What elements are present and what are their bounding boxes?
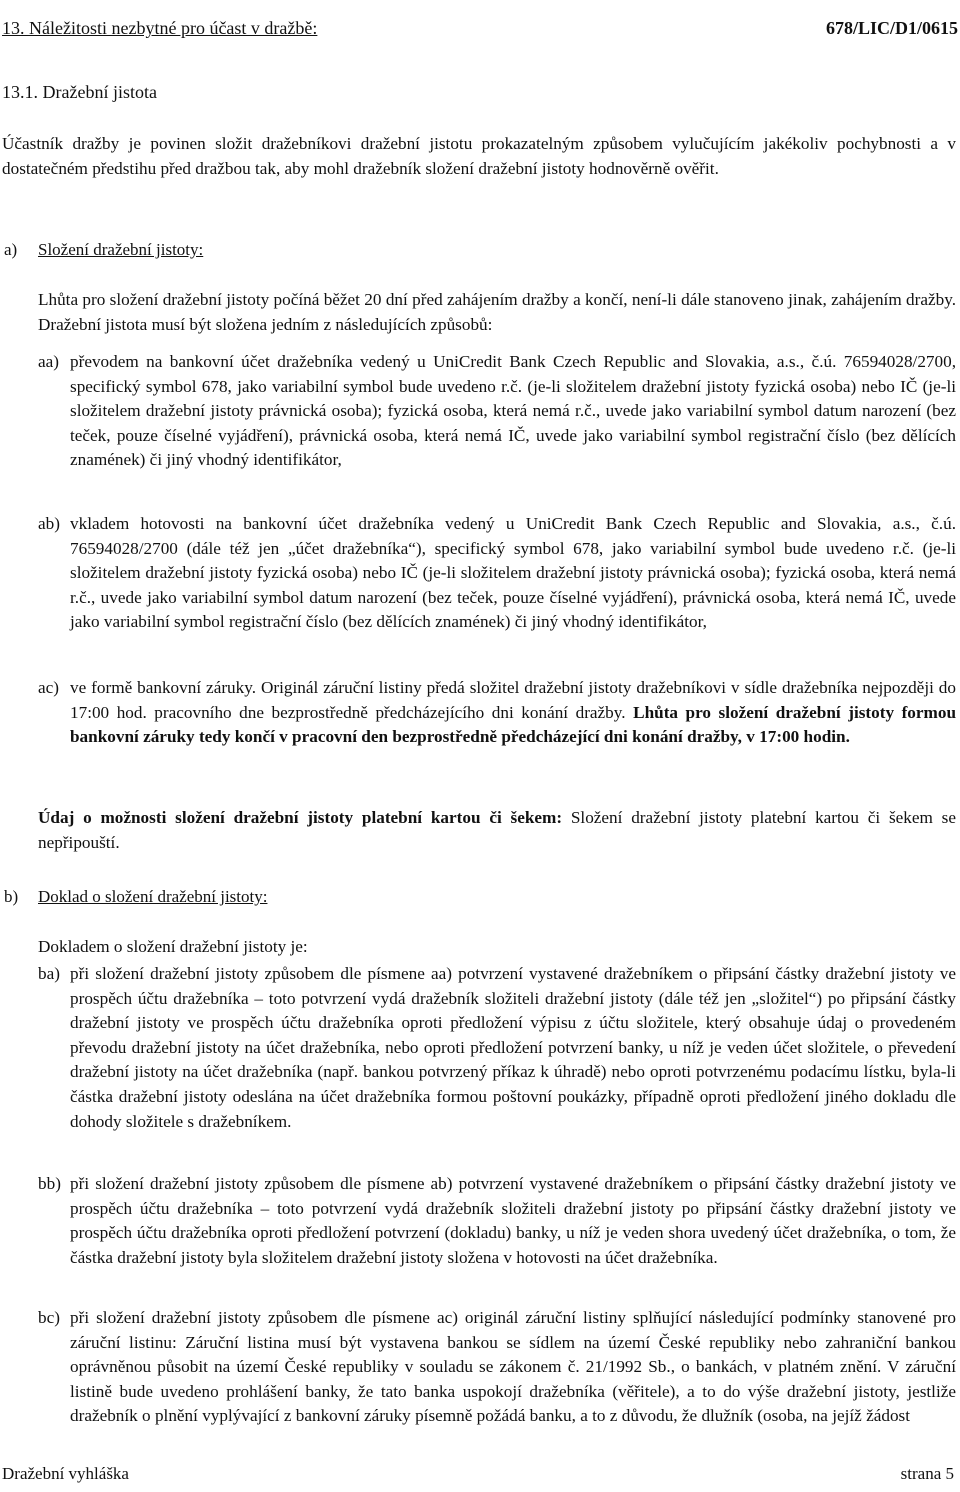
list-item-text: vkladem hotovosti na bankovní účet dražebníka vedený u UniCredit Bank Czech Republic and Slovakia, a.s., č.ú. 76594028/2700 (dále též jen „účet dražebníka“), specifický symbol 678, jako variabilní symbol bude uvedeno r.č. (je-li složitelem dražební jistoty fyzická osoba) nebo IČ (je-li složitelem dražební jistoty právnická osoba); fyzická osoba, která nemá r.č., uvede jako variabilní symbol datum narození (bez teček, pouze číselné vyjádření), právnická osoba, která nemá IČ, uvede jako variabilní symbol registrační číslo (bez dělících znamének) či jiný vhodný identifikátor, [70, 514, 956, 632]
list-item-text: ve formě bankovní záruky. Originál záruční listiny předá složitel dražební jistoty dražebníkovi v sídle dražebníka nejpozději do 17:00 hod. pracovního dne bezprostředně předcházejícího dni konání dražby. [70, 678, 956, 722]
section-title [2, 16, 317, 41]
list-item-bb [38, 1172, 956, 1270]
list-item-bold-text: Lhůta pro složení dražební jistoty formou bankovní záruky tedy končí v pracovní den bezprostředně předcházející dni konání dražby, v 17:00 hodin. [70, 702, 956, 747]
section-title-text: 13. Náležitosti nezbytné pro účast v dražbě: [2, 18, 318, 38]
list-marker: aa) [38, 352, 59, 371]
list-item-text-wrapper [70, 676, 956, 750]
deadline-paragraph: Lhůta pro složení dražební jistoty počíná běžet 20 dní před zahájením dražby a končí, není-li dále stanoveno jinak, zahájením dražby. Dražební jistota musí být složena jedním z následujících způsobů: [38, 290, 956, 334]
footer-page-number: strana 5 [900, 1464, 954, 1483]
list-marker: bc) [38, 1308, 60, 1327]
section-b-label: b) [4, 887, 19, 906]
list-marker: bb) [38, 1174, 61, 1193]
page-footer [2, 1462, 954, 1486]
list-item-aa [38, 350, 956, 473]
list-item-text: při složení dražební jistoty způsobem dle písmene ac) originál záruční listiny splňující následující podmínky stanovené pro záruční listinu: Záruční listina musí být vystavena bankou se sídlem na území České republiky nebo zahraniční bankou oprávněnou působit na území České republiky v souladu se zákonem č. 21/1992 Sb., o bankách, v platném znění. V záruční listině bude uvedeno prohlášení banky, že tato banka uspokojí dražebníka (věřitele), a to do výše dražební jistoty, jestliže dražebník o plnění vyplývající z bankovní záruky písemně požádá banku, a to z důvodu, že dlužník (osoba, na jejíž žádost [70, 1308, 956, 1426]
intro-paragraph: Účastník dražby je povinen složit dražebníkovi dražební jistotu prokazatelným způsobem vylučujícím jakékoliv pochybnosti a v dostatečném předstihu před dražbou tak, aby mohl dražebník složení dražební jistoty hodnověrně ověřit. [2, 134, 956, 178]
section-a-label: a) [4, 240, 18, 259]
list-item-text: při složení dražební jistoty způsobem dle písmene aa) potvrzení vystavené dražebníkem o připsání částky dražební jistoty ve prospěch účtu dražebníka – toto potvrzení vydá dražebník složiteli dražební jistoty (dále též jen „složitel“) po připsání částky dražební jistoty ve prospěch účtu dražebníka oproti předložení výpisu z účtu složitele, který obsahuje údaj o provedeném převodu dražební jistoty na účet dražebníka, nebo oproti předložení potvrzení banky, u níž je veden účet složitele, o převedení dražební jistoty na účet dražebníka (např. bankou potvrzený příkaz k úhradě) nebo oproti potvrzenému podacímu lístku, byla-li částka dražební jistoty odeslána na účet dražebníka formou poštovní poukázky, případně oproti předložení jiného dokladu dle dohody složitele s dražebníkem. [70, 964, 956, 1131]
list-item-text: při složení dražební jistoty způsobem dle písmene ab) potvrzení vystavené dražebníkem o připsání částky dražební jistoty ve prospěch účtu dražebníka – toto potvrzení vydá dražebník složiteli dražební jistoty po připsání částky dražební jistoty ve prospěch účtu dražebníka oproti předložení potvrzení (dokladu) banky, u níž je veden shora uvedený účet dražebníka, o tom, že částka dražební jistoty byla složitelem dražební jistoty složena v hotovosti na účet dražebníka. [70, 1174, 956, 1267]
list-item-ba [38, 962, 956, 1134]
section-b-intro: Dokladem o složení dražební jistoty je: [38, 937, 308, 956]
list-item-bc [38, 1306, 956, 1429]
section-b-title: Doklad o složení dražební jistoty: [38, 887, 268, 906]
list-marker: ab) [38, 514, 60, 533]
list-item-text: převodem na bankovní účet dražebníka vedený u UniCredit Bank Czech Republic and Slovakia, a.s., č.ú. 76594028/2700, specifický symbol 678, jako variabilní symbol bude uvedeno r.č. (je-li složitelem dražební jistoty fyzická osoba) nebo IČ (je-li složitelem dražební jistoty právnická osoba); fyzická osoba, která nemá r.č., uvede jako variabilní symbol datum narození (bez teček, pouze číselné vyjádření), právnická osoba, která nemá IČ, uvede jako variabilní symbol registrační číslo (bez dělících znamének) či jiný vhodný identifikátor, [70, 352, 956, 470]
list-marker: ba) [38, 964, 60, 983]
card-note-text: Složení dražební jistoty platební kartou či šekem se nepřipouští. [38, 808, 956, 852]
list-item-ab [38, 512, 956, 635]
list-marker: ac) [38, 678, 59, 697]
card-note-paragraph [38, 806, 956, 855]
section-a-title: Složení dražební jistoty: [38, 240, 204, 259]
document-reference: 678/LIC/D1/0615 [825, 18, 958, 38]
list-item-ac [38, 676, 956, 750]
page-header [2, 16, 958, 46]
footer-document-name: Dražební vyhláška [2, 1464, 129, 1483]
card-note-heading: Údaj o možnosti složení dražební jistoty platební kartou či šekem: [38, 808, 563, 827]
subheading-dražební-jistota: 13.1. Dražební jistota [2, 82, 157, 102]
